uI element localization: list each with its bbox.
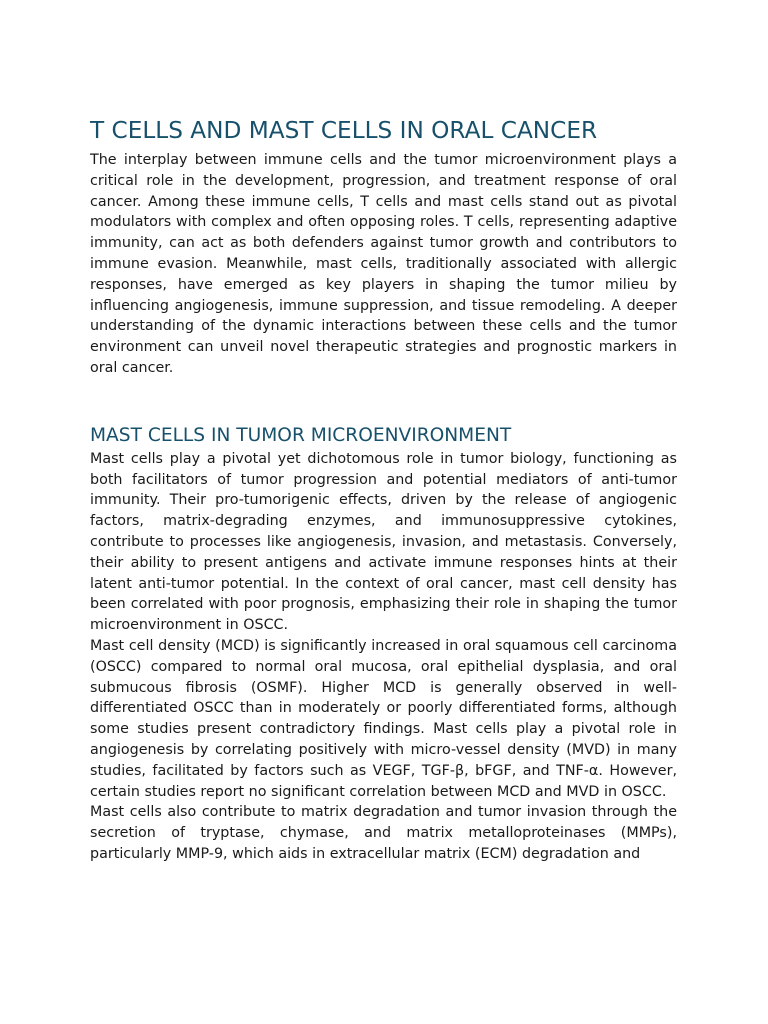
section-heading: MAST CELLS IN TUMOR MICROENVIRONMENT <box>90 424 512 446</box>
intro-paragraph: The interplay between immune cells and the tumor microenvironment plays a critical role in the development, progression, and treatment response of oral cancer. Among these immune cells, T cells and mast cells stand out as pivotal modulators with complex and often opposing roles. T cells, representing adaptive immunity, can act as both defenders against tumor growth and contributors to immune evasion. Meanwhile, mast cells, traditionally associated with allergic responses, have emerged as key players in shaping the tumor milieu by influencing angiogenesis, immune suppression, and tissue remodeling. A deeper understanding of the dynamic interactions between these cells and the tumor environment can unveil novel therapeutic strategies and prognostic markers in oral cancer. <box>90 152 677 376</box>
section-paragraph-3: Mast cells also contribute to matrix degradation and tumor invasion through the secretion of tryptase, chymase, and matrix metalloproteinases (MMPs), particularly MMP-9, which aids in extracellular matrix (ECM) degradation and <box>90 804 677 862</box>
document-title: T CELLS AND MAST CELLS IN ORAL CANCER <box>90 117 598 144</box>
section-paragraph-2: Mast cell density (MCD) is significantly increased in oral squamous cell carcinoma (OSCC) compared to normal oral mucosa, oral epithelial dysplasia, and oral submucous fibrosis (OSMF). Higher MCD is generally observed in well-differentiated OSCC than in moderately or poorly differentiated forms, although some studies present contradictory findings. Mast cells play a pivotal role in angiogenesis by correlating positively with micro-vessel density (MVD) in many studies, facilitated by factors such as VEGF, TGF-β, bFGF, and TNF-α. However, certain studies report no significant correlation between MCD and MVD in OSCC. <box>90 637 677 800</box>
section-paragraph-1: Mast cells play a pivotal yet dichotomous role in tumor biology, functioning as both facilitators of tumor progression and potential mediators of anti-tumor immunity. Their pro-tumorigenic effects, driven by the release of angiogenic factors, matrix-degrading enzymes, and immunosuppressive cytokines, contribute to processes like angiogenesis, invasion, and metastasis. Conversely, their ability to present antigens and activate immune responses hints at their latent anti-tumor potential. In the context of oral cancer, mast cell density has been correlated with poor prognosis, emphasizing their role in shaping the tumor microenvironment in OSCC. <box>90 450 677 634</box>
document-content <box>90 112 677 865</box>
section-mast-cells <box>90 423 677 865</box>
